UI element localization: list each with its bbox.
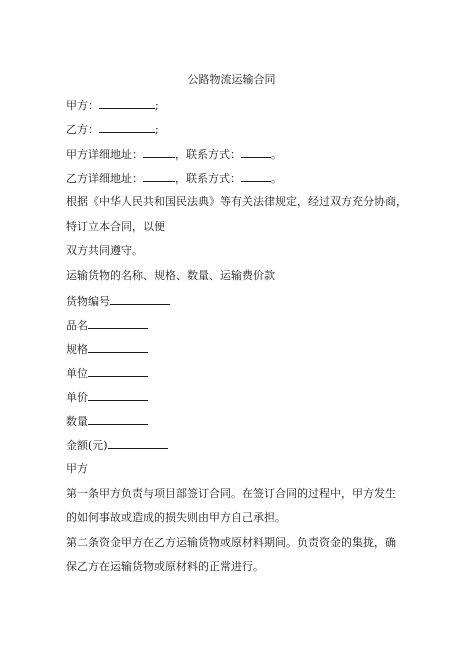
cargo-field-blank <box>88 389 148 401</box>
clause-1-line-2: 的如何事故或造成的损失则由甲方自己承担。 <box>66 511 286 524</box>
cargo-field-label: 品名 <box>66 319 88 332</box>
preamble-line-1: 根据《中华人民共和国民法典》等有关法律规定，经过双方充分协商， <box>66 195 407 208</box>
cargo-field-blank <box>88 413 148 425</box>
cargo-field <box>66 293 170 310</box>
cargo-field-blank <box>88 341 148 353</box>
party-a-line <box>66 97 159 114</box>
clause-2-line-2: 保乙方在运输货物或原材料的正常进行。 <box>66 560 264 573</box>
party-a-address-label: 甲方详细地址： <box>66 148 143 161</box>
party-b-contact-blank <box>241 170 271 182</box>
cargo-field <box>66 317 148 334</box>
party-a-end: ; <box>155 99 159 112</box>
cargo-field-label: 单价 <box>66 391 88 404</box>
party-a-contact-end: 。 <box>271 148 282 161</box>
preamble-line-3: 双方共同遵守。 <box>66 244 143 257</box>
document-title: 公路物流运输合同 <box>187 73 276 86</box>
cargo-field-blank <box>108 437 168 449</box>
cargo-field-blank <box>88 317 148 329</box>
party-b-contact-end: 。 <box>271 172 282 185</box>
cargo-field-label: 货物编号 <box>66 295 110 308</box>
cargo-heading: 运输货物的名称、规格、数量、运输费价款 <box>66 269 275 282</box>
party-a-label: 甲方： <box>66 99 99 112</box>
cargo-field <box>66 413 148 430</box>
party-b-address-label: 乙方详细地址： <box>66 172 143 185</box>
party-a-blank <box>99 97 155 109</box>
cargo-field-label: 单位 <box>66 367 88 380</box>
cargo-field <box>66 389 148 406</box>
cargo-field-blank <box>88 365 148 377</box>
party-b-end: ; <box>155 123 159 136</box>
party-a-address-blank <box>143 146 175 158</box>
cargo-field-label: 金额(元) <box>66 439 108 452</box>
party-b-blank <box>99 121 155 133</box>
party-a-contact-blank <box>241 146 271 158</box>
clause-2-line-1: 第二条资金甲方在乙方运输货物或原材料期间。负责资金的集拢，确 <box>66 536 396 549</box>
cargo-field <box>66 365 148 382</box>
cargo-field-blank <box>110 293 170 305</box>
cargo-field <box>66 437 168 454</box>
cargo-field <box>66 341 148 358</box>
party-a-section-heading: 甲方 <box>66 462 88 475</box>
party-a-contact-label: ，联系方式： <box>175 148 241 161</box>
cargo-field-label: 规格 <box>66 343 88 356</box>
party-a-address-line <box>66 146 282 163</box>
clause-1-line-1: 第一条甲方负责与项目部签订合同。在签订合同的过程中，甲方发生 <box>66 487 396 500</box>
cargo-field-label: 数量 <box>66 415 88 428</box>
party-b-label: 乙方： <box>66 123 99 136</box>
party-b-contact-label: ，联系方式： <box>175 172 241 185</box>
preamble-line-2: 特订立本合同，以便 <box>66 220 165 233</box>
party-b-address-blank <box>143 170 175 182</box>
party-b-address-line <box>66 170 282 187</box>
party-b-line <box>66 121 159 138</box>
